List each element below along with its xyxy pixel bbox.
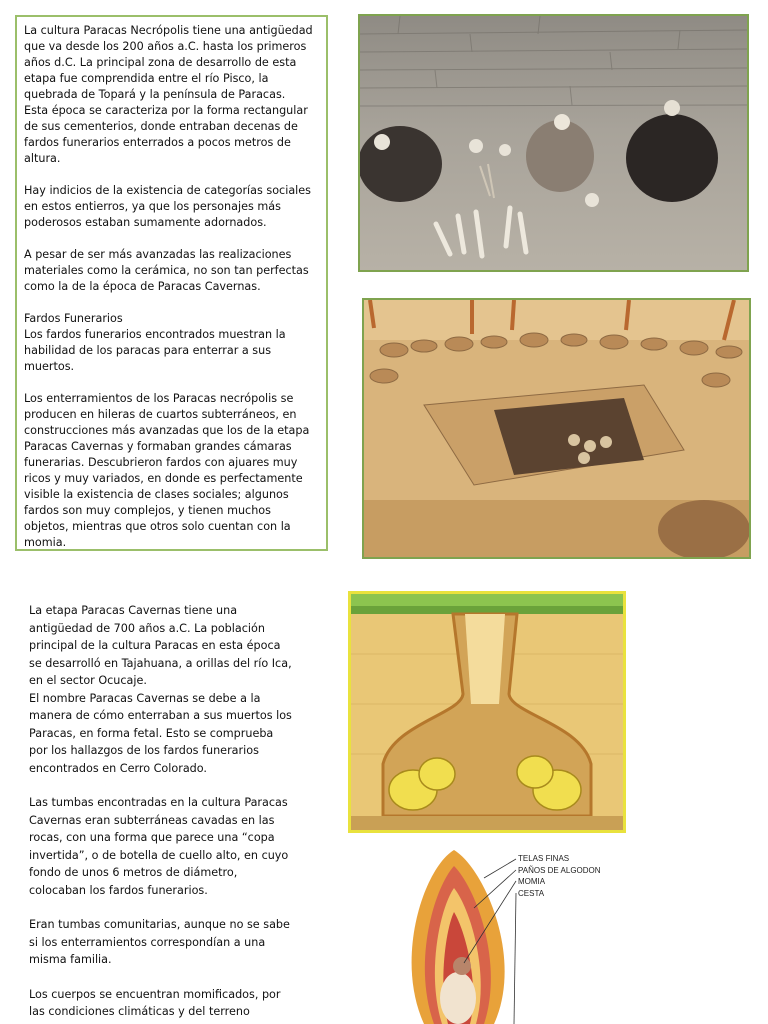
mummy-bundles-photo [358, 14, 749, 272]
paragraph: Los fardos funerarios encontrados muestran la habilidad de los paracas para enterrar a sus muertos. [24, 328, 286, 373]
paragraph: Los cuerpos se encuentran momificados, por las condiciones climáticas y del terreno [29, 987, 281, 1018]
diagram-label-momia: MOMIA [518, 877, 546, 886]
diagram-label-telas: TELAS FINAS [518, 854, 570, 863]
diagram-label-cesta: CESTA [518, 889, 545, 898]
paragraph: A pesar de ser más avanzadas las realizaciones materiales como la cerámica, no son tan perfectas como la de la época de Paracas Cavernas. [24, 248, 309, 293]
funerary-bundle-diagram [354, 848, 654, 1024]
paragraph: Las tumbas encontradas en la cultura Paracas Cavernas eran subterráneas cavadas en las rocas, con una forma que parece una “copa invertida”, o de botella de cuello alto, en cuyo fondo de unos 6 metros de diámetro, colocaban los fardos funerarios. [29, 796, 289, 897]
paragraph: Eran tumbas comunitarias, aunque no se sabe si los enterramientos correspondían a una misma familia. [29, 918, 290, 966]
rectangular-tomb-photo [362, 298, 751, 559]
paragraph: La cultura Paracas Necrópolis tiene una antigüedad que va desde los 200 años a.C. hasta los primeros años d.C. La principal zona de desarrollo de esta etapa fue comprendida entre el río Pisco, la quebrada de Topará y la península de Paracas. [24, 24, 313, 101]
section-heading: Fardos Funerarios [24, 312, 123, 325]
cavernas-text [29, 602, 293, 1021]
paragraph: La etapa Paracas Cavernas tiene una antigüedad de 700 años a.C. La población principal de la cultura Paracas en esta época se desarrolló en Tajahuana, a orillas del río Ica, en el sector Ocucaje. [29, 604, 292, 687]
paragraph: Hay indicios de la existencia de categorías sociales en estos entierros, ya que los personajes más poderosos estaban sumamente adornados. [24, 184, 311, 229]
diagram-label-panos: PAÑOS DE ALGODON [518, 866, 601, 875]
paragraph: El nombre Paracas Cavernas se debe a la manera de cómo enterraban a sus muertos los Paracas, en forma fetal. Esto se comprueba por los hallazgos de los fardos funerarios encontrados en Cerro Colorado. [29, 691, 292, 775]
paragraph: Esta época se caracteriza por la forma rectangular de sus cementerios, donde entraban decenas de fardos funerarios enterrados a pocos metros de altura. [24, 104, 308, 165]
paragraph: Los enterramientos de los Paracas necrópolis se producen en hileras de cuartos subterráneos, en construcciones más avanzadas que los de la etapa Paracas Cavernas y formaban grandes cámaras funerarias. Descubrieron fardos con ajuares muy ricos y muy variados, en donde es perfectamente visible la existencia de clases sociales; algunos fardos son muy complejos, y tienen muchos objetos, mientras que otros solo cuentan con la momia. [24, 392, 310, 549]
inverted-cup-tomb-illustration [348, 591, 626, 833]
necropolis-text-box [15, 15, 328, 551]
